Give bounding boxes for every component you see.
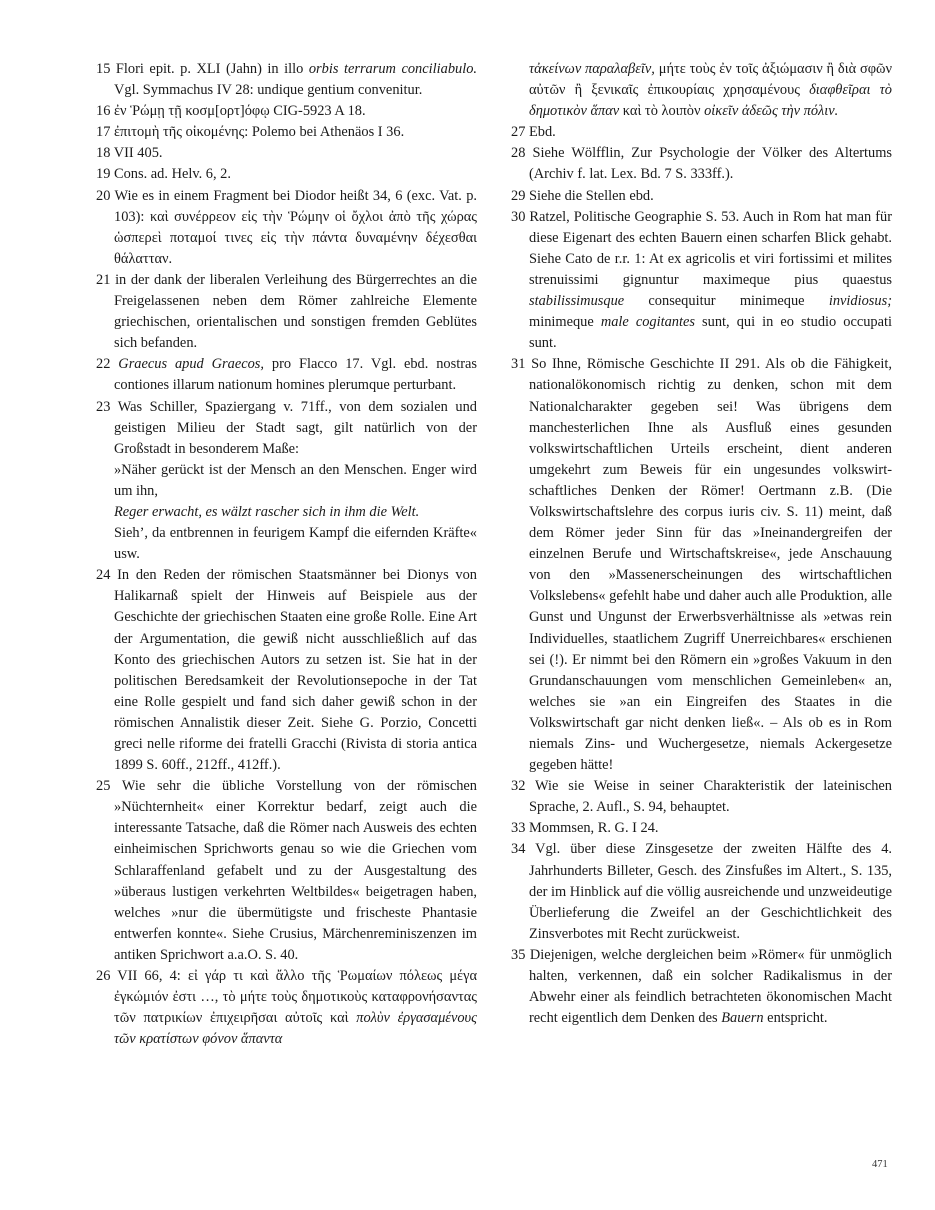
footnote-22 [96, 354, 477, 396]
footnote-20 [96, 186, 477, 270]
footnote-19 [96, 164, 477, 185]
text-run: Vgl. über diese Zinsgesetze der zweiten Hälfte des 4. Jahrhunderts Billeter, Gesch. des Zinsfußes im Altert., S. 135, der im Hinblick auf die völlig ausreichende und unzweideutige Überlieferung die Zweifel an der Geschichtlichkeit des Zinsverbotes mit Recht zurückweist. [529, 841, 892, 942]
right-column [511, 59, 892, 1029]
text-run: Wie sie Weise in seiner Charakteristik der lateinischen Sprache, 2. Aufl., S. 94, behauptet. [529, 778, 892, 816]
footnote-number: 23 [96, 398, 111, 415]
footnote-number: 20 [96, 187, 111, 204]
footnote-35 [511, 945, 892, 1029]
footnote-number: 31 [511, 356, 526, 373]
footnote-number: 22 [96, 356, 111, 373]
italic-text: orbis terrarum conciliabulo. [308, 61, 477, 77]
italic-text: Bauern [721, 1010, 764, 1027]
footnote-26 [96, 966, 477, 1050]
text-run: Diejenigen, welche dergleichen beim »Römer« für unmöglich halten, verkennen, daß ein solcher Radikalismus in der Abwehr einer als feindlich betrachteten ökonomischen Macht recht eigentlich dem Denken des [529, 946, 892, 1027]
text-run: minimeque [529, 314, 601, 331]
italic-text: οἰκεῖν ἀδεῶς τὴν πόλιν. [704, 103, 839, 120]
text-run: Ebd. [529, 124, 556, 141]
footnote-28 [511, 143, 892, 185]
italic-text: τἀκείνων παραλαβεῖν, [529, 61, 655, 77]
footnote-number: 27 [511, 124, 526, 141]
text-run: Siehe die Stellen ebd. [529, 187, 654, 204]
footnote-33 [511, 818, 892, 839]
footnote-number: 24 [96, 567, 111, 584]
footnote-29 [511, 186, 892, 207]
text-run: Was Schiller, Spaziergang v. 71ff., von dem sozialen und geistigen Milieu der Stadt sagt, gilt natürlich von der Großstadt in besonderem Maße: [114, 398, 477, 457]
quote-line [114, 460, 477, 502]
footnote-15 [96, 59, 477, 101]
italic-text: διαφθεῖραι τὸ δημοτικὸν ἅπαν [529, 82, 892, 120]
text-run: Sieh’, da entbrennen in feurigem Kampf die eifernden Kräfte« usw. [114, 525, 477, 563]
footnote-24 [96, 565, 477, 776]
text-run: entspricht. [763, 1010, 828, 1027]
text-run: Vgl. Symmachus IV 28: undique gentium convenitur. [114, 82, 423, 99]
footnote-number: 17 [96, 124, 111, 141]
footnote-number: 33 [511, 820, 526, 837]
footnote-17 [96, 122, 477, 143]
footnote-23 [96, 397, 477, 566]
footnote-number: 34 [511, 841, 526, 858]
italic-text: invidiosus; [828, 293, 892, 310]
text-run: VII 66, 4: εἰ γάρ τι καὶ ἄλλο τῆς Ῥωμαίων πόλεως μέγα ἐγκώμιόν ἐστι …, τὸ μήτε τοὺς δημοτικοὺς καταφρονήσαντας τῶν πατρικίων ἐπιχειρῆσαι αὐτοῖς καὶ [114, 968, 477, 1027]
left-column [96, 59, 477, 1050]
text-run: So Ihne, Römische Geschichte II 291. Als ob die Fähigkeit, nationalökonomisch richtig zu denken, schon mit dem Nationalcharakter gegeben sei! Was übrigens dem manchesterlichen Ihne als Ausfluß eines gesunden volkswirtschaftlichen Urteils erscheint, dient anderen umgekehrt zum Beweis für ein ungesundes volkswirtschaftliches Denken der Römer! Oertmann z.B. (Die Volkswirtschaftslehre des corpus iuris civ. S. 11) meint, daß dem Römer jeder Sinn für das »Ineinandergreifen der einzelnen Berufe und Wirtschaftskreise«, jede Anschauung von den »Massenerscheinungen des wirtschaftlichen Volkslebens« gefehlt habe und daher auch alle Produktion, alle Gunst und Ungunst der Erwerbsverhältnisse als »etwas rein Individuelles, staatlichem Zugriff Unerreichbares« erschienen sei (!). Er nimmt bei den Römern ein »großes Vakuum in den Grundanschauungen vom menschlichen Gemeinleben« an, welches sie »an ein Eingreifen des Staates in die Volkswirtschaft gar nicht denken ließ«. – Als ob es in Rom niemals Zins- und Wuchergesetze, niemals Ackergesetze gegeben hätte! [529, 356, 892, 774]
text-run: Flori epit. p. XLI (Jahn) in illo [115, 61, 309, 77]
text-run: pro Flacco 17. Vgl. ebd. nostras contiones illarum nationum homines plerumque perturbant. [114, 356, 477, 394]
footnote-number: 19 [96, 166, 111, 183]
text-run: sunt, qui in eo studio occupati sunt. [529, 314, 893, 352]
text-run: VII 405. [113, 145, 163, 162]
text-run: In den Reden der römischen Staatsmänner bei Dionys von Halikarnaß spielt der Hinweis auf Beispiele aus der Geschichte der griechischen Staaten eine große Rolle. Eine Art der Argumentation, die gewiß nicht ausschließlich auf das Konto des griechischen Autors zu setzen ist. Sie hat in der politischen Beredsamkeit der Revolutionsepoche in der Tat eine Rolle gespielt und fand sich daher gewiß schon in der römischen Annalistik dieser Zeit. Siehe G. Porzio, Concetti greci nelle riforme dei fratelli Gracchi (Rivista di storia antica 1899 S. 60ff., 212ff., 412ff.). [114, 567, 477, 774]
footnote-21 [96, 270, 477, 354]
footnote-27 [511, 122, 892, 143]
text-run: καὶ τὸ λοιπὸν [619, 103, 705, 120]
text-run: Wie sehr die übliche Vorstellung von der römischen »Nüchternheit« einer Korrektur bedarf, zeigt auch die interessante Tatsache, daß die Römer nach Ausweis des echten einheimischen Sprichworts genau so wie die Griechen vom Schlaraffenland gefabelt und zu der Ausgestaltung des »überaus lustigen verkehrten Weltbildes« beigetragen haben, welches »nur die übermütigste und frischeste Phantasie entwerfen konnte«. Siehe Crusius, Märchenreminiszenzen im antiken Sprichwort a.a.O. S. 40. [114, 778, 477, 963]
text-run: Wie es in einem Fragment bei Diodor heißt 34, 6 (exc. Vat. p. 103): καὶ συνέρρεον εἰς τὴν Ῥώμην οἱ ὄχλοι ἀπὸ τῆς χώρας ὡσπερεὶ ποταμοί τινες εἰς τὴν πάντα δυναμένην δέχεσθαι θάλατταν. [114, 187, 477, 267]
text-run: Siehe Wölfflin, Zur Psychologie der Völker des Altertums (Archiv f. lat. Lex. Bd. 7 S. 333ff.). [529, 145, 892, 183]
italic-text: πολὺν ἐργασαμένους τῶν κρατίστων φόνον ἅπαντα [114, 1010, 477, 1048]
italic-text: Graecus apud Graecos, [118, 356, 264, 373]
quote-line [114, 523, 477, 565]
italic-text: stabilissimusque [529, 293, 625, 310]
footnote-number: 25 [96, 778, 111, 795]
footnote-30 [511, 207, 892, 355]
footnote-number: 26 [96, 968, 111, 985]
footnote-number: 35 [511, 946, 526, 963]
page-number: 471 [872, 1159, 888, 1170]
text-run: Mommsen, R. G. I 24. [529, 820, 659, 837]
footnote-number: 28 [511, 145, 526, 162]
footnote-number: 16 [96, 103, 111, 120]
footnote-34 [511, 839, 892, 944]
footnote-18 [96, 143, 477, 164]
quote-line [114, 502, 477, 523]
footnote-25 [96, 776, 477, 966]
italic-text: Reger erwacht, es wälzt rascher sich in ihm die Welt. [114, 503, 420, 520]
italic-text: male cogitantes [600, 314, 695, 331]
text-run: Ratzel, Politische Geographie S. 53. Auch in Rom hat man für diese Eigenart des echten Bauern einen scharfen Blick gehabt. Siehe Cato de r.r. 1: At ex agricolis et viri fortissimi et milites strenuissimi gignuntur maximeque pius quaestus [529, 208, 892, 288]
footnote-16 [96, 101, 477, 122]
footnote-number: 29 [511, 187, 526, 204]
text-run: in der dank der liberalen Verleihung des Bürgerrechtes an die Freigelassenen neben dem Römer zahlreiche Elemente griechischen, orientalischen und sonstigen fremden Geblütes sich befanden. [114, 271, 477, 352]
footnote-number: 15 [96, 61, 111, 77]
text-run: ἐν Ῥώμῃ τῇ κοσμ[ορτ]όφῳ CIG-5923 A 18. [114, 103, 366, 120]
text-run: μήτε τοὺς ἐν τοῖς ἀξιώμασιν ἢ διὰ σφῶν αὐτῶν ἢ ξενικαῖς ἐπικουρίαις χρησαμένους [529, 61, 892, 99]
text-run: »Näher gerückt ist der Mensch an den Menschen. Enger wird um ihn, [114, 461, 477, 499]
footnote-number: 32 [511, 778, 526, 795]
footnote-number: 21 [96, 271, 111, 288]
footnote-number: 30 [511, 208, 526, 225]
footnote-26-continuation [511, 59, 892, 122]
text-run: consequitur minimeque [624, 293, 829, 310]
footnote-number: 18 [96, 145, 111, 162]
footnote-32 [511, 776, 892, 818]
text-run: Cons. ad. Helv. 6, 2. [114, 166, 231, 183]
text-run: ἐπιτομὴ τῆς οἰκομένης: Polemo bei Athenäos I 36. [114, 124, 405, 141]
footnote-31 [511, 354, 892, 776]
